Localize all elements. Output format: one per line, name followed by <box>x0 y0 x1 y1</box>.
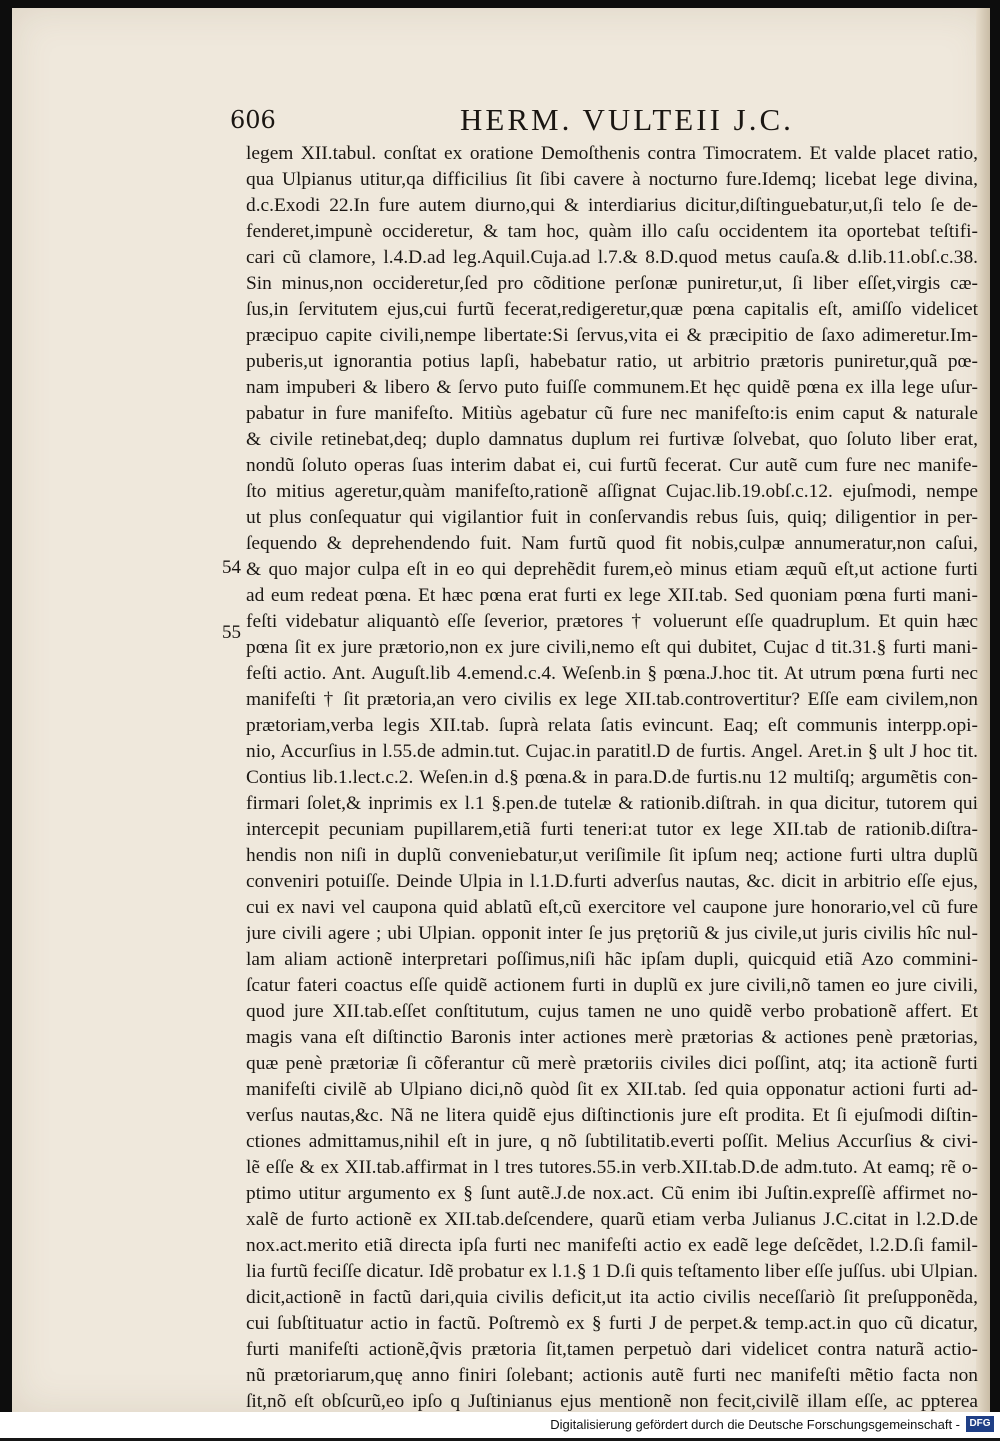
text-line: prætoriam,verba legis XII.tab. ſuprà relata ſatis evincunt. Eaq; eſt communis interpp.opi- <box>246 715 978 736</box>
running-head: HERM. VULTEII J.C. <box>460 102 794 137</box>
text-line: ſto mitius ageretur,quàm manifeſto,rationẽ aſſignat Cujac.lib.19.obſ.c.12. ejuſmodi, nempe <box>246 481 978 502</box>
text-line: firmari ſolet,& inprimis ex l.1 §.pen.de tutelæ & rationib.diſtrah. in qua dicitur, tutorem qui <box>246 793 978 814</box>
text-line: cui ſubſtituatur actio in factũ. Poſtremò ex § furti J de perpet.& temp.act.in quo cũ dicatur, <box>246 1313 978 1334</box>
text-line: magis vana eſt diſtinctio Baronis inter actiones merè prætorias & actiones penè prætorias, <box>246 1027 978 1048</box>
text-line: pabatur in fure manifeſto. Mitiùs agebatur cũ fure nec manifeſto:is enim caput & naturale <box>246 403 978 424</box>
text-line: manifeſti † ſit prætoria,an vero civilis ex lege XII.tab.controvertitur? Eſſe eam civilem,non <box>246 689 978 710</box>
page-header <box>230 100 930 140</box>
page-edge <box>976 8 990 1412</box>
text-line: & civile retinebat,deq; duplo damnatus duplum rei furtivæ ſolvebat, quo ſoluto liber erat, <box>246 429 978 450</box>
text-line: d.c.Exodi 22.In fure autem diurno,qui & interdiarius dicitur,diſtinguebatur,ut,ſi telo ſe de- <box>246 195 978 216</box>
text-line: cari cũ clamore, l.4.D.ad leg.Aquil.Cuja.ad l.7.& 8.D.quod metus cauſa.& d.lib.11.obſ.c.38. <box>246 247 978 268</box>
text-line: nio, Accurſius in l.55.de admin.tut. Cujac.in paratitl.D de furtis. Angel. Aret.in § ult J hoc tit. <box>246 741 978 762</box>
text-line: puberis,ut ignorantia potius lapſi, habebatur ratio, ut arbitrio prætoris puniretur,quã pœ- <box>246 351 978 372</box>
text-line: intercepit pecuniam pupillarem,etiã furti teneri:at tutor ex lege XII.tab de rationib.diſtra- <box>246 819 978 840</box>
text-line: dicit,actionẽ in factũ dari,quia civilis deficit,ut ita actio civilis neceſſariò ſit preſupponẽda, <box>246 1287 978 1308</box>
text-line: nũ prætoriarum,quę anno finiri ſolebant; actionis autẽ furti nec manifeſti mẽtio facta non <box>246 1365 978 1386</box>
text-line: conveniri potuiſſe. Deinde Ulpia in l.1.D.furti adverſus nautas, &c. dicit in arbitrio eſſe ejus, <box>246 871 978 892</box>
text-line: jure civili agere ; ubi Ulpian. opponit inter ſe jus prętoriũ & jus civile,ut juris civilis hîc nul- <box>246 923 978 944</box>
text-line: ſit,nõ eſt obſcurũ,eo ipſo q Juſtinianus ejus mentionẽ non fecit,civilẽ illam eſſe, ac ppterea <box>246 1391 978 1412</box>
text-line: lẽ eſſe & ex XII.tab.affirmat in l tres tutores.55.in verb.XII.tab.D.de adm.tuto. At eamq; rẽ o- <box>246 1157 978 1178</box>
text-line: ptimo utitur argumento ex § ſunt autẽ.J.de nox.act. Cũ enim ibi Juſtin.expreſſè affirmet no- <box>246 1183 978 1204</box>
text-line: fenderet,impunè occideretur, & tam hoc, quàm illo caſu occidentem ita oportebat teſtifi- <box>246 221 978 242</box>
text-line: hendis non niſi in duplũ conveniebatur,ut veriſimile ſit ipſum neq; actione furti ultra duplũ <box>246 845 978 866</box>
text-line: pœna ſit ex jure prætorio,non ex jure civili,nemo eſt qui dubitet, Cujac d tit.31.§ furti mani- <box>246 637 978 658</box>
text-line: ſequendo & deprehendendo fuit. Nam furtũ quod fit nobis,culpæ annumeratur,non caſui, <box>246 533 978 554</box>
text-line: ctiones admittamus,nihil eſt in jure, q nõ ſubtilitatib.everti poſſit. Melius Accurſius & civi- <box>246 1131 978 1152</box>
text-line: lia furtũ feciſſe dicatur. Idẽ probatur ex l.1.§ 1 D.ſi quis teſtamento liber eſſe juſſus. ubi Ulpian. <box>246 1261 978 1282</box>
text-line: qua Ulpianus utitur,qa difficilius ſit ſibi cavere à nocturno fure.Idemq; licebat lege divina, <box>246 169 978 190</box>
text-line: verſus nautas,&c. Nã ne litera quidẽ ejus diſtinctionis jure eſt prodita. Et ſi ejuſmodi diſtin- <box>246 1105 978 1126</box>
text-line: quod jure XII.tab.eſſet conſtitutum, cujus tamen ne uno quidẽ verbo probationẽ affert. Et <box>246 1001 978 1022</box>
text-line: nondũ ſoluto operas ſuas interim dabat ei, cui furtũ fecerat. Cur autẽ cum fure nec manife- <box>246 455 978 476</box>
text-line: feſti videbatur aliquantò eſſe ſeverior, prætores † voluerunt eſſe quadruplum. Et quin hæc <box>246 611 978 632</box>
text-line: quæ penè prætoriæ ſi cõferantur cũ merè prætoriis civiles dici poſſint, atq; ita actionẽ furti <box>246 1053 978 1074</box>
margin-number-54: 54 <box>222 557 241 578</box>
text-line: feſti actio. Ant. Auguſt.lib 4.emend.c.4. Weſenb.in § pœna.J.hoc tit. At utrum pœna furti nec <box>246 663 978 684</box>
text-line: legem XII.tabul. conſtat ex oratione Demoſthenis contra Timocratem. Et valde placet ratio, <box>246 143 978 164</box>
footer-bar <box>0 1412 1000 1438</box>
text-line: furti manifeſti actionẽ,q̃vis prætoria ſit,tamen perpetuò dari videlicet contra naturã actio- <box>246 1339 978 1360</box>
funding-notice: Digitalisierung gefördert durch die Deutsche Forschungsgemeinschaft - <box>550 1417 960 1432</box>
text-line: ad eum redeat pœna. Et hæc pœna erat furti ex lege XII.tab. Sed quoniam pœna furti mani- <box>246 585 978 606</box>
text-line: ut plus conſequatur qui vigilantior fuit in conſervandis rebus ſuis, quiq; diligentior in per- <box>246 507 978 528</box>
text-line: ſus,in ſervitutem ejus,cui furtũ fecerat,redigeretur,quæ pœna capitalis eſt, amiſſo videlicet <box>246 299 978 320</box>
text-line: nam impuberi & libero & ſervo puto fuiſſe communem.Et hęc quidẽ pœna ex illa lege uſur- <box>246 377 978 398</box>
body-text <box>246 141 978 1441</box>
page-number: 606 <box>230 106 276 134</box>
text-line: nox.act.merito etiã directa ipſa furti nec manifeſti actio ex eadẽ lege deſcẽdet, l.2.D.ſi famil- <box>246 1235 978 1256</box>
text-line: lam aliam actionẽ interpretari poſſimus,niſi hãc ipſam dupli, quicquid etiã Azo commini- <box>246 949 978 970</box>
text-line: cui ex navi vel caupona quid ablatũ eſt,cũ exercitore vel caupone jure honorario,vel cũ fure <box>246 897 978 918</box>
text-line: Contius lib.1.lect.c.2. Weſen.in d.§ pœna.& in para.D.de furtis.nu 12 multiſq; argumẽtis con- <box>246 767 978 788</box>
margin-number-55: 55 <box>222 622 241 643</box>
dfg-logo: DFG <box>966 1416 994 1432</box>
text-line: ſcatur fateri coactus eſſe quidẽ actionem furti in duplũ ex jure civili,nõ tamen eo jure civili, <box>246 975 978 996</box>
text-line: Sin minus,non occideretur,ſed pro cõditione perſonæ puniretur,ut, ſi liber eſſet,virgis cæ- <box>246 273 978 294</box>
text-line: xalẽ de furto actionẽ ex XII.tab.deſcendere, quarũ etiam verba Julianus J.C.citat in l.2.D.de <box>246 1209 978 1230</box>
text-line: præcipuo capite civili,nempe libertate:Si ſervus,vita ei & præcipitio de ſaxo adimeretur.Im- <box>246 325 978 346</box>
text-line: & quo major culpa eſt in eo qui deprehẽdit furem,eò minus etiam æquũ eſt,ut actione furti <box>246 559 978 580</box>
text-line: manifeſti civilẽ ab Ulpiano dici,nõ quòd ſit ex XII.tab. ſed quia opponatur actioni furti ad- <box>246 1079 978 1100</box>
